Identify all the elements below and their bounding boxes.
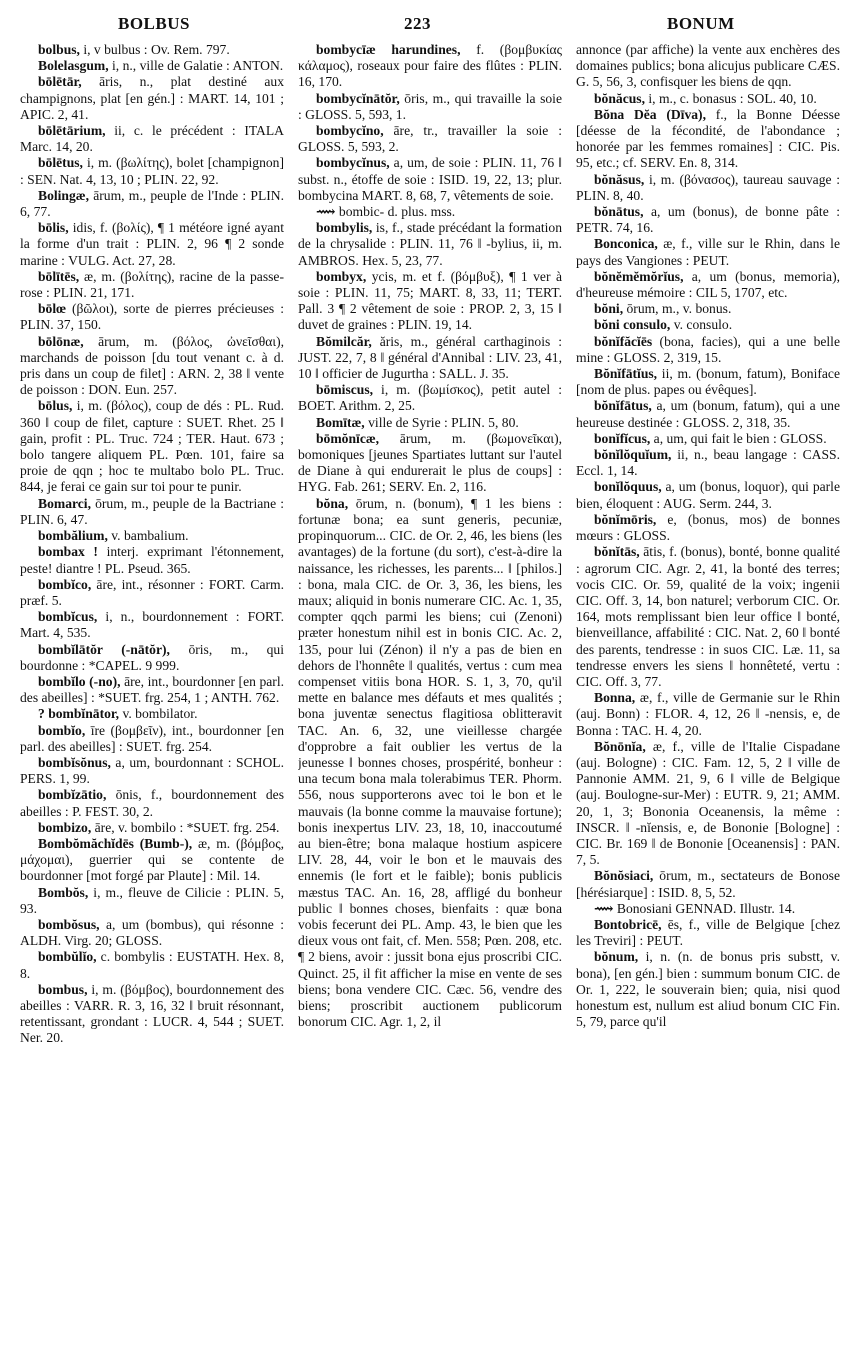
- entry-headword: Bŏnĭfātĭus,: [594, 366, 658, 382]
- entry-definition: interj. exprimant l'étonnement, peste! diantre ! PL. Pseud. 365.: [20, 544, 284, 576]
- entry-headword: bōlētār,: [38, 74, 82, 90]
- entry-definition: ii, c. le précédent : ITALA Marc. 14, 20.: [20, 123, 284, 155]
- entry-headword: bōlētus,: [38, 155, 83, 171]
- dictionary-entry: [576, 949, 840, 1030]
- entry-headword: bombĭlo (-no),: [38, 673, 121, 689]
- entry-definition: i, n., bourdonnement : FORT. Mart. 4, 535.: [20, 609, 284, 641]
- entry-headword: bŏnum,: [594, 949, 639, 965]
- dictionary-entry: [20, 609, 284, 641]
- entry-headword: bombycīæ harundines,: [316, 42, 461, 57]
- entry-headword: bŏnăsus,: [594, 171, 645, 187]
- dictionary-entry: [20, 188, 284, 220]
- entry-definition: īre (βομβεῖν), int., bourdonner [en parl. des abeilles] : SUET. frg. 254.: [20, 722, 284, 754]
- dictionary-entry: [298, 496, 562, 1031]
- entry-definition: i, m. (βόλος), coup de dés : PL. Rud. 360 ‖ coup de filet, capture : SUET. Rhet. 25 ‖ gain, profit : PL. Truc. 724 ; TER. Haut. 673 ; bolo tangere aliquem PL. Pœn. 101, faire sa proie de qqn ; hoc te multabo bolo PL. Truc. 844, je ferai ce gain sur toi pour te punir.: [20, 398, 284, 495]
- dictionary-entry: [20, 58, 284, 74]
- entry-definition: ōrum, m., sectateurs de Bonose [hérésiarque] : ISID. 8, 5, 52.: [576, 868, 840, 900]
- entry-definition: ii, m. (bonum, fatum), Boniface [nom de plus. papes ou évêques].: [576, 366, 840, 398]
- dictionary-entry: [298, 42, 562, 91]
- entry-headword: Bolingæ,: [38, 187, 89, 203]
- entry-headword: Bŏnŏsiaci,: [594, 868, 654, 884]
- dictionary-entry: [576, 739, 840, 869]
- entry-headword: bombycĭnus,: [316, 155, 390, 171]
- entry-headword: bombycĭnātŏr,: [316, 90, 400, 106]
- entry-definition: æ, f., ville de Germanie sur le Rhin (auj. Bonn) : FLOR. 4, 12, 26 ‖ -nensis, e, de Bonna : TAC. H. 4, 20.: [576, 690, 840, 738]
- entry-headword: bōlœ: [38, 301, 66, 317]
- entry-headword: Bonconica,: [594, 236, 658, 252]
- entry-definition: a, um (bombus), qui résonne : ALDH. Virg. 20; GLOSS.: [20, 916, 284, 949]
- entry-headword: Bŏna Dĕa (Dīva),: [594, 106, 706, 122]
- entry-headword: Bŏnōnĭa,: [594, 738, 646, 754]
- entry-definition: i, m. (βωλίτης), bolet [champignon] : SEN. Nat. 4, 13, 10 ; PLIN. 22, 92.: [20, 155, 284, 187]
- dictionary-entry: [20, 982, 284, 1047]
- entry-definition: æ, f., ville de l'Italie Cispadane (auj. Bologne) : CIC. Fam. 12, 5, 2 ‖ ville de Pannonie AMM. 21, 9, 6 ‖ ville de Belgique (auj. Boulogne-sur-Mer) : EUTR. 9, 21; AMM. 20, 1, 3; Bononia Oceanensis, la même : INSCR. ‖ -nĭensis, e, de Bononie [Bologne] : CIC. Br. 169 ‖ de Bononie [Oceanensis] : PAN. 7, 5.: [576, 738, 840, 868]
- dictionary-entry: [20, 642, 284, 674]
- entry-headword: Bonna,: [594, 690, 636, 706]
- dictionary-entry: [20, 577, 284, 609]
- entry-headword: bonĭfĭcus,: [594, 430, 651, 446]
- dictionary-entry: [576, 107, 840, 172]
- entry-definition: ārum, m. (βωμονεῖκαι), bomoniques [jeunes Spartiates luttant sur l'autel de Diane à qui endurerait le plus de coups] : HYG. Fab. 261; SERV. En. 2, 116.: [298, 430, 562, 495]
- dictionary-entry: [20, 949, 284, 981]
- entry-headword: ? bombĭnātor,: [38, 706, 120, 722]
- entry-headword: bombĭzātio,: [38, 787, 107, 803]
- entry-definition: a, um (bonum, fatum), qui a une heureuse destinée : GLOSS. 2, 318, 35.: [576, 398, 840, 430]
- entry-headword: bombŏsus,: [38, 916, 100, 932]
- entry-definition: (bona, facies), qui a une belle mine : GLOSS. 2, 319, 15.: [576, 333, 840, 365]
- dictionary-entry: [20, 301, 284, 333]
- entry-definition: a, um (bonus, memoria), d'heureuse mémoire : CIL 5, 1707, etc.: [576, 268, 840, 301]
- entry-headword: Bŏmilcăr,: [316, 333, 372, 349]
- entry-headword: bŏnātus,: [594, 204, 644, 220]
- entry-headword: bombus,: [38, 981, 88, 997]
- dictionary-entry: [576, 172, 840, 204]
- entry-headword: bonĭlŏquus,: [594, 479, 662, 495]
- entry-definition: i, m., fleuve de Cilicie : PLIN. 5, 93.: [20, 884, 284, 916]
- entry-definition: i, m., c. bonasus : SOL. 40, 10.: [645, 90, 817, 106]
- entry-headword: bombŭlĭo,: [38, 949, 97, 965]
- dictionary-entry: [20, 74, 284, 123]
- dictionary-entry: [576, 901, 840, 917]
- entry-definition: a, um, qui fait le bien : GLOSS.: [650, 430, 827, 446]
- entry-headword: bŏnĭtās,: [594, 544, 640, 560]
- entry-headword: bŏna,: [316, 495, 349, 511]
- entry-headword: bŏnĭfātus,: [594, 398, 652, 414]
- entry-definition: ōrum, m., v. bonus.: [623, 301, 732, 317]
- dictionary-entry: [576, 544, 840, 690]
- dictionary-entry: [298, 382, 562, 414]
- entry-definition: ōris, m., qui travaille la soie : GLOSS. 5, 593, 1.: [298, 90, 562, 122]
- dictionary-entry: [298, 155, 562, 204]
- running-head-right: BONUM: [667, 14, 735, 33]
- entry-definition: a, um, bourdonnant : SCHOL. PERS. 1, 99.: [20, 754, 284, 787]
- dictionary-entry: [298, 415, 562, 431]
- entry-definition: f., la Bonne Déesse [déesse de la fécondité, de l'abondance ; honorée par les femmes romaines] : CIC. Pis. 95, etc.; cf. SERV. En. 8, 314.: [576, 106, 840, 171]
- entry-definition: i, m. (βόνασος), taureau sauvage : PLIN. 8, 40.: [576, 171, 840, 203]
- dictionary-entry: [298, 269, 562, 334]
- entry-definition: āre, tr., travailler la soie : GLOSS. 5, 593, 2.: [298, 123, 562, 155]
- entry-definition: ōnis, f., bourdonnement des abeilles : P. FEST. 30, 2.: [20, 787, 284, 819]
- dictionary-entry: [20, 836, 284, 885]
- entry-headword: Bolelasgum,: [38, 58, 109, 74]
- entry-definition: āre, v. bombilo : *SUET. frg. 254.: [91, 819, 280, 835]
- dictionary-entry: [576, 204, 840, 236]
- entry-headword: ⟿: [594, 900, 614, 916]
- entry-definition: i, v bulbus : Ov. Rem. 797.: [79, 42, 230, 57]
- entry-definition: c. bombylis : EUSTATH. Hex. 8, 8.: [20, 949, 284, 981]
- entry-headword: bolbus,: [38, 42, 80, 57]
- dictionary-entry: [20, 398, 284, 495]
- entry-headword: bombyx,: [316, 268, 367, 284]
- entry-headword: bōmŏnīcæ,: [316, 430, 380, 446]
- entry-headword: bombĭcus,: [38, 609, 98, 625]
- entry-definition: f. (βομβυκίας κάλαμος), roseaux pour faire des flûtes : PLIN. 16, 170.: [298, 42, 562, 90]
- entry-headword: bombĭsŏnus,: [38, 754, 111, 770]
- dictionary-entry: [20, 220, 284, 269]
- entry-headword: bombycĭno,: [316, 123, 384, 139]
- entry-definition: i, m. (βωμίσκος), petit autel : BOET. Arithm. 2, 25.: [298, 382, 562, 414]
- dictionary-entry: [20, 123, 284, 155]
- entry-headword: bōlītēs,: [38, 268, 80, 284]
- dictionary-entry: [576, 334, 840, 366]
- entry-definition: v. bambalium.: [107, 528, 189, 544]
- entry-headword: bombax !: [38, 544, 98, 560]
- entry-definition: i, n. (n. de bonus pris substt, v. bona), [en gén.] bien : summum bonum CIC. de Or. 1, 222, le souverain bien; quia, nisi quod honestum est, nullum est aliud bonum CIC Fin. 5, 79, parce qu'il: [576, 949, 840, 1030]
- dictionary-entry: [20, 917, 284, 949]
- dictionary-entry: [20, 334, 284, 399]
- dictionary-entry: [20, 755, 284, 787]
- dictionary-entry: [298, 431, 562, 496]
- dictionary-entry: [20, 42, 284, 58]
- entry-headword: bŏnĭmōris,: [594, 511, 657, 527]
- dictionary-entry: [20, 706, 284, 722]
- entry-headword: bombălium,: [38, 528, 108, 544]
- entry-headword: bombylis,: [316, 220, 373, 236]
- entry-headword: bōlus,: [38, 398, 73, 414]
- entry-headword: bombĭo,: [38, 722, 86, 738]
- entry-headword: Bomarci,: [38, 495, 91, 511]
- dictionary-entry: [576, 447, 840, 479]
- dictionary-entry: [576, 431, 840, 447]
- entry-definition: ycis, m. et f. (βόμβυξ), ¶ 1 ver à soie : PLIN. 11, 75; MART. 8, 33, 11; TERT. Pall. 3 ¶ 2 vêtement de soie : PROP. 2, 3, 15 ‖ duvet de graines : PLIN. 19, 14.: [298, 268, 562, 333]
- dictionary-entry: [298, 334, 562, 383]
- page-header: [0, 14, 858, 40]
- entry-definition: ēs, f., ville de Belgique [chez les Treviri] : PEUT.: [576, 916, 840, 949]
- dictionary-entry: [20, 155, 284, 187]
- entry-definition: idis, f. (βολίς), ¶ 1 météore igné ayant la forme d'un trait : PLIN. 2, 96 ¶ 2 sonde marine : VULG. Act. 27, 28.: [20, 220, 284, 268]
- dictionary-entry: [576, 366, 840, 398]
- dictionary-entry: [576, 269, 840, 301]
- dictionary-entry: [298, 123, 562, 155]
- dictionary-entry: [20, 723, 284, 755]
- entry-headword: Bombŏmăchĭdēs (Bumb-),: [38, 835, 193, 851]
- entry-definition: æ, m. (βόμβος, μάχομαι), guerrier qui se contente de bourdonner [mot forgé par Plaute] : Mil. 14.: [20, 835, 284, 884]
- entry-definition: ville de Syrie : PLIN. 5, 80.: [364, 414, 519, 430]
- dictionary-entry: [576, 917, 840, 949]
- dictionary-entry: [298, 220, 562, 269]
- entry-definition: ōris, m., qui bourdonne : *CAPEL. 9 999.: [20, 641, 284, 673]
- entry-definition: ăris, m., général carthaginois : JUST. 22, 7, 8 ‖ général d'Annibal : LIV. 23, 41, 10 ‖ officier de Jugurtha : SALL. J. 35.: [298, 333, 562, 382]
- entry-definition: v. bombilator.: [119, 706, 198, 722]
- entry-definition: a, um (bonus, loquor), qui parle bien, éloquent : AUG. Serm. 244, 3.: [576, 479, 840, 511]
- entry-headword: bōlōnæ,: [38, 333, 84, 349]
- dictionary-entry: [576, 317, 840, 333]
- dictionary-entry: [20, 544, 284, 576]
- entry-headword: ⟿: [316, 204, 336, 220]
- entry-headword: bōlētārium,: [38, 123, 106, 139]
- entry-headword: bŏnĕmĕmŏrĭus,: [594, 268, 684, 284]
- dictionary-entry: [576, 91, 840, 107]
- entry-definition: Bonosiani GENNAD. Illustr. 14.: [613, 900, 796, 916]
- entry-headword: Bomītæ,: [316, 414, 365, 430]
- entry-headword: bombĭco,: [38, 576, 92, 592]
- dictionary-entry: [576, 868, 840, 900]
- entry-definition: æ, m. (βολίτης), racine de la passe-rose : PLIN. 21, 171.: [20, 268, 284, 301]
- entry-definition: ātis, f. (bonus), bonté, bonne qualité : agrorum CIC. Agr. 2, 41, la bonté des terres; vocis CIC. Or. 59, qualité de la voix; ingenii CIC. Off. 3, 14, bon naturel; verborum CIC. Or. 164, mots remplissant bien leur office ‖ bonté, bienveillance, affabilité : CIC. Nat. 2, 60 ‖ bonté des parents, tendresse : in suos CIC. Læ. 11, sa tendresse envers les siens ‖ honnêteté, vertu : CIC. Off. 3, 77.: [576, 544, 840, 689]
- entry-definition: āre, int., bourdonner [en parl. des abeilles] : *SUET. frg. 254, 1 ; ANTH. 762.: [20, 673, 284, 706]
- dictionary-entry: [576, 236, 840, 268]
- entry-definition: is, f., stade précédant la formation de la chrysalide : PLIN. 11, 76 ‖ -bylius, ii, m. AMBROS. Hex. 5, 23, 77.: [298, 220, 562, 268]
- dictionary-entry: [20, 269, 284, 301]
- entry-definition: āris, n., plat destiné aux champignons, plat [en gén.] : MART. 14, 101 ; APIC. 2, 41.: [20, 74, 284, 122]
- entry-definition: a, um (bonus), de bonne pâte : PETR. 74, 16.: [576, 204, 840, 236]
- column-2: [298, 42, 562, 1362]
- entry-definition: ōrum, m., peuple de la Bactriane : PLIN. 6, 47.: [20, 495, 284, 527]
- entry-definition: æ, f., ville sur le Rhin, dans le pays des Vangiones : PEUT.: [576, 236, 840, 268]
- dictionary-entry: [576, 690, 840, 739]
- dictionary-entry: [298, 204, 562, 220]
- entry-definition: v. consulo.: [670, 317, 733, 333]
- entry-definition: ārum, m. (βόλος, ὠνεῖσθαι), marchands de poisson [du tout venant c. à d. pris dans un coup de filet] : ARN. 2, 38 ‖ vente de poisson : DON. Eun. 257.: [20, 333, 284, 398]
- entry-headword: bōmiscus,: [316, 382, 374, 398]
- entry-definition: i, n., ville de Galatie : ANTON.: [108, 58, 284, 74]
- entry-headword: bŏnĭfăcĭēs: [594, 333, 653, 349]
- dictionary-entry: [576, 42, 840, 91]
- entry-headword: bŏni,: [594, 301, 624, 317]
- entry-headword: Bombŏs,: [38, 884, 89, 900]
- column-1: [20, 42, 284, 1362]
- entry-headword: bombĭlātŏr (-nātŏr),: [38, 641, 170, 657]
- page-number: 223: [404, 14, 431, 33]
- entry-definition: ii, n., beau langage : CASS. Eccl. 1, 14.: [576, 447, 840, 479]
- dictionary-entry: [298, 91, 562, 123]
- dictionary-entry: [20, 885, 284, 917]
- entry-headword: bōlis,: [38, 220, 69, 236]
- entry-headword: bombizo,: [38, 819, 92, 835]
- dictionary-entry: [20, 674, 284, 706]
- running-head-left: BOLBUS: [118, 14, 190, 33]
- entry-headword: bŏni consulo,: [594, 317, 671, 333]
- dictionary-columns: [20, 42, 838, 1362]
- dictionary-entry: [20, 496, 284, 528]
- entry-headword: bŏnăcus,: [594, 90, 645, 106]
- entry-headword: bŏnĭlŏquĭum,: [594, 447, 672, 463]
- dictionary-entry: [576, 301, 840, 317]
- dictionary-entry: [20, 528, 284, 544]
- entry-headword: Bontobricē,: [594, 916, 662, 932]
- entry-definition: e, (bonus, mos) de bonnes mœurs : GLOSS.: [576, 511, 840, 544]
- dictionary-entry: [20, 820, 284, 836]
- dictionary-entry: [576, 479, 840, 511]
- entry-definition: āre, int., résonner : FORT. Carm. præf. 5.: [20, 576, 284, 608]
- entry-definition: bombic- d. plus. mss.: [335, 204, 456, 220]
- entry-definition: a, um, de soie : PLIN. 11, 76 ‖ subst. n., étoffe de soie : ISID. 19, 22, 13; plur. bombycina MART. 8, 68, 7, vêtements de soie.: [298, 155, 562, 203]
- entry-definition: ōrum, n. (bonum), ¶ 1 les biens : fortunæ bona; ea sunt generis, pecuniæ, propinquorum... CIC. de Or. 2, 46, les biens (les avantages) de la fortune (du sort), c'est-à-dire la naissance, les richesses, les parents... ‖ [philos.] : bona, mala CIC. de Or. 3, 36, les biens, les maux; aliquid in bonis numerare CIC. Ac. 1, 35, compter qqch parmi les biens; cui (Zenoni) præter honestum nihil est in bonis CIC. Ac. 2, 135, pour lui (Zénon) il n'y a pas de bien en dehors de l'honnête ‖ qualités, vertus : cum mea compenset vitiis bona HOR. S. 1, 3, 70, qu'il mette en balance mes défauts et mes qualités ; bona juventæ senectus flagitiosa oblitteravit TAC. An. 6, 32, une vieillesse chargée d'opprobre a fait oublier les vertus de la jeunesse ‖ bonnes choses, prospérité, bonheur : una tecum bona mala tolerabimus TER. Phorm. 556, nous supporterons avec toi le bon et le mauvais (la bonne comme la mauvaise fortune); bonis inexpertus LIV. 23, 18, 10, inaccoutumé au bien-être; bona malaque hostium aspicere LIV. 28, 44, voir le bon et le mauvais des ennemis (le fort et le faible); bonis publicis mæstus TAC. An. 16, 28, affligé du bonheur public ‖ bonnes choses, bienfaits : quæ bona vobis fecerunt dei PL. Amp. 43, le bien que les dieux vous ont fait, cf. Men. 558; Pœn. 208, etc. ¶ 2 biens, avoir : jussit bona ejus proscribi CIC. Quinct. 25, il fit afficher la mise en vente de ses biens; bona vendere CIC. Cæc. 56, vendre des biens; proscribit auctionem publicorum bonorum CIC. Agr. 1, 2, il: [298, 495, 562, 1030]
- dictionary-entry: [576, 398, 840, 430]
- entry-definition: i, m. (βόμβος), bourdonnement des abeilles : VARR. R. 3, 16, 32 ‖ bruit résonnant, retentissant, grondant : LUCR. 4, 544 ; SUET. Ner. 20.: [20, 981, 284, 1046]
- dictionary-entry: [20, 787, 284, 819]
- dictionary-entry: [576, 512, 840, 544]
- column-3: [576, 42, 840, 1362]
- entry-definition: (βῶλοι), sorte de pierres précieuses : PLIN. 37, 150.: [20, 301, 284, 333]
- entry-definition: ārum, m., peuple de l'Inde : PLIN. 6, 77.: [20, 187, 284, 220]
- entry-definition: annonce (par affiche) la vente aux enchères des domaines publics; bona alicujus publicare CÆS. G. 5, 56, 3, confisquer les biens de qqn.: [576, 42, 840, 90]
